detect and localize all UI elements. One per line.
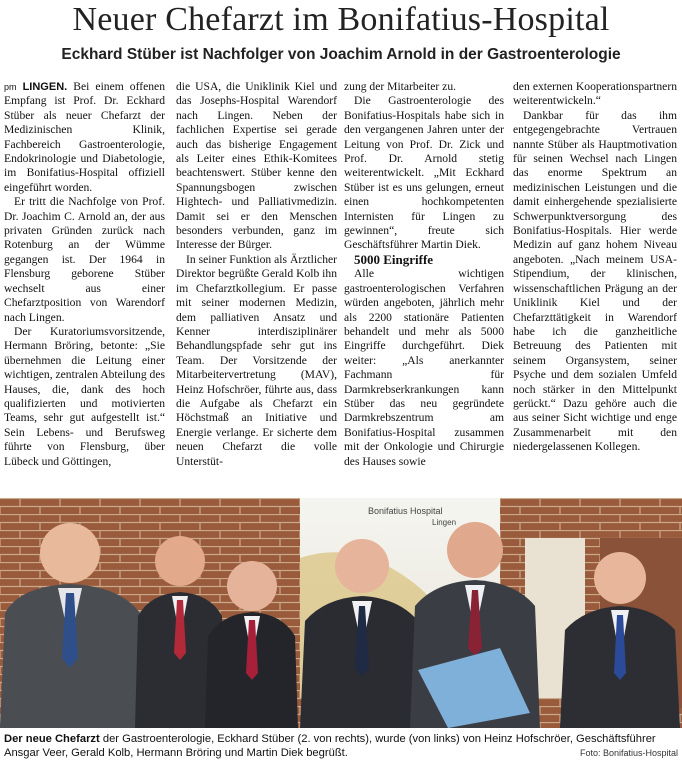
photo-credit: Foto: Bonifatius-Hospital [579, 748, 678, 758]
paragraph: Der Kuratoriumsvorsitzende, Hermann Bröring, betonte: „Sie übernehmen die Leitung einer wichtigen, zentralen Abteilung des Hauses, die, dank des hoch qualifizierten und motivierten Teams, sehr gut aufgestellt ist.“ Sein Lebens- und Berufsweg führte von Flensburg, über Lübeck und Göttingen, [4, 324, 165, 468]
paragraph-text: Bei einem offenen Empfang ist Prof. Dr. Eckhard Stüber als neuer Chefarzt der Medizinischen Klinik, Fachbereich Gastroenterologie, Endokrinologie und Diabetologie, im Bonifatius-Hospital offiziell eingeführt worden. [4, 80, 165, 194]
paragraph: Alle wichtigen gastroenterologischen Verfahren würden angeboten, jährlich mehr als 2200 stationäre Patienten behandelt und mehr als 5000 Eingriffe durchgeführt. Diek weiter: „Als anerkannter Fachmann für Darmkrebserkrankungen kann Stüber das neu gegründete Darmkrebszentrum am Bonifatius-Hospital zusammen mit der Onkologie und Chirurgie des Hauses sowie [344, 267, 504, 468]
subheadline: Eckhard Stüber ist Nachfolger von Joachim Arnold in der Gastroenterologie [61, 46, 621, 63]
group-photo [0, 498, 682, 728]
article-column-4 [513, 80, 677, 494]
paragraph: In seiner Funktion als Ärztlicher Direktor begrüßte Gerald Kolb ihn im Chefarztkollegium. Er passe mit seiner modernen Medizin, dem palliativen Ansatz und Kenner interdisziplinärer Behandlungspfade sehr gut ins Team. Der Vorsitzende der Mitarbeitervertretung (MAV), Heinz Hofschröer, führte aus, dass die Aufgabe als Chefarzt ein Höchstmaß an Initiative und Energie verlange. Er sicherte dem neuen Chefarzt die volle Unterstüt- [176, 252, 337, 468]
banner-subtitle: Lingen [432, 518, 457, 527]
article-column-3 [344, 80, 504, 494]
banner-title: Bonifatius Hospital [368, 506, 443, 516]
paragraph: Dankbar für das ihm entgegengebrachte Vertrauen nannte Stüber als Hauptmotivation für seinen Wechsel nach Lingen das enorme Spektrum an medizinischen Leistungen und die damit einhergehende spezialisierte Schwerpunktversorgung des Bonifatius-Hospitals. Hier werde Medizin auf ganz hohem Niveau angeboten. „Nach meinem USA-Stipendium, der klinischen, wissenschaftlichen Prägung an der Uniklinik Kiel und der Chefarzttätigkeit in Warendorf habe ich die ganzheitliche Betreuung des Patienten mit seinem Organsystem, seiner Psyche und dem sozialen Umfeld noch stärker in den Mittelpunkt gerückt.“ Dazu gehöre auch die aus seiner Sicht wichtige und enge Zusammenarbeit mit den niedergelassenen Kollegen. [513, 108, 677, 454]
section-subhead: 5000 Eingriffe [354, 251, 434, 267]
paragraph: die USA, die Uniklinik Kiel und das Josephs-Hospital Warendorf nach Lingen. Neben der fachlichen Expertise sei gerade auch das bisherige Engagement als Leiter eines Ethik-Komitees beachtenswert. Stüber kenne den Spannungsbogen zwischen Hightech- und Palliativmedizin. Damit sei er den Menschen besonders verbunden, ganz im Interesse der Bürger. [176, 80, 337, 252]
article-column-1 [4, 80, 165, 494]
article-column-2 [176, 80, 337, 494]
dateline: LINGEN. [22, 81, 68, 93]
photo-caption [4, 732, 678, 760]
author: pm [4, 82, 17, 92]
paragraph: Er tritt die Nachfolge von Prof. Dr. Joachim C. Arnold an, der aus privaten Gründen zurück nach Rotenburg an der Wümme gegangen ist. Der 1964 in Flensburg geborene Stüber wechselt aus einer Chefarztposition von Warendorf nach Lingen. [4, 195, 165, 324]
paragraph: Die Gastroenterologie des Bonifatius-Hospitals habe sich in den vergangenen Jahren unter der Leitung von Prof. Dr. Zick und Prof. Dr. Arnold stetig weiterentwickelt. „Mit Eckhard Stüber ist es uns gelungen, erneut einen hochkompetenten Internisten für Lingen zu gewinnen“, freute sich Geschäftsführer Martin Diek. [344, 94, 504, 252]
paragraph: zung der Mitarbeiter zu. [344, 80, 457, 93]
paragraph: den externen Kooperationspartnern weiterentwickeln.“ [513, 80, 677, 108]
headline: Neuer Chefarzt im Bonifatius-Hospital [72, 1, 610, 38]
lead-paragraph [4, 80, 165, 195]
caption-lead: Der neue Chefarzt [4, 733, 100, 745]
caption-text: der Gastroenterologie, Eckhard Stüber (2. von rechts), wurde (von links) von Heinz Hofschröer, Geschäftsführer Ansgar Veer, Gerald Kolb, Hermann Bröring und Martin Diek begrüßt. [4, 733, 656, 759]
